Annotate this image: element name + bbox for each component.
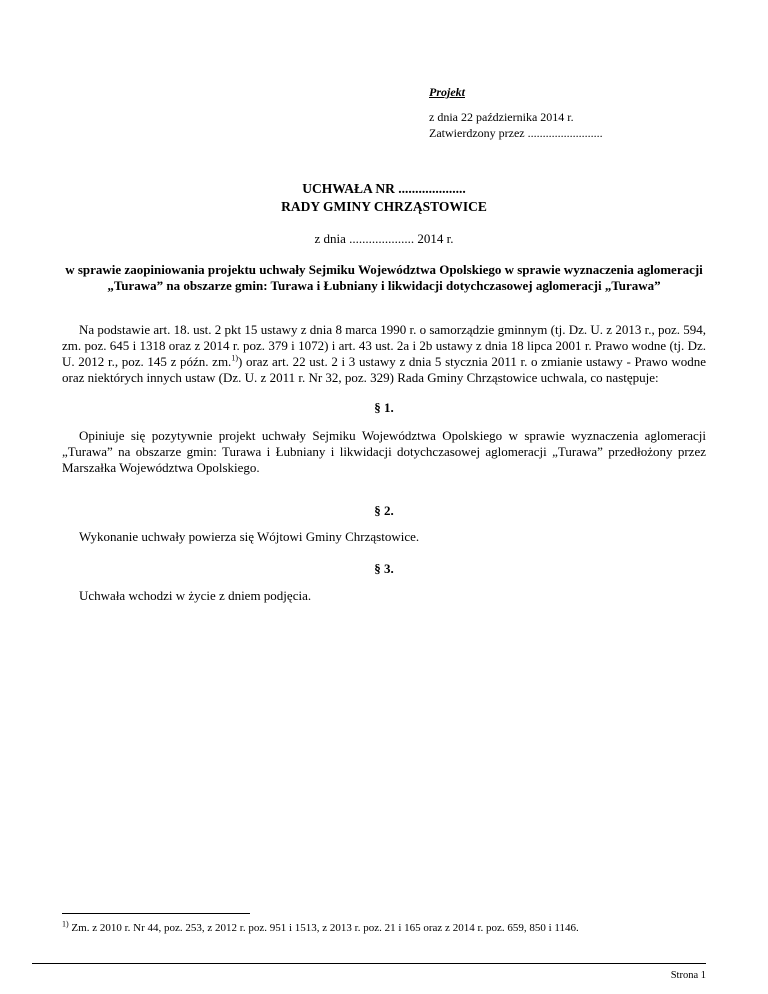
- title-line-1: UCHWAŁA NR ....................: [302, 181, 466, 196]
- page-number: Strona 1: [670, 970, 706, 981]
- preamble-paragraph: [62, 322, 706, 386]
- header-approved: Zatwierdzony przez .........................: [429, 126, 603, 140]
- preamble-text-after: ) oraz art. 22 ust. 2 i 3 ustawy z dnia 5 stycznia 2011 r. o zmianie ustawy - Prawo wodne oraz niektórych innych ustaw (Dz. U. z 2011 r. Nr 32, poz. 329) Rada Gminy Chrząstowice uchwala, co następuje:: [62, 354, 706, 385]
- footnote-separator: [62, 913, 250, 914]
- section-1-heading: § 1.: [374, 400, 394, 415]
- page-footer-rule: [32, 963, 706, 964]
- resolution-date: z dnia .................... 2014 r.: [314, 231, 454, 246]
- section-3-heading: § 3.: [374, 561, 394, 576]
- header-date: z dnia 22 października 2014 r.: [429, 110, 574, 124]
- footnote-marker: 1): [62, 919, 69, 929]
- section-2-text: Wykonanie uchwały powierza się Wójtowi Gminy Chrząstowice.: [79, 529, 420, 544]
- preamble-text-before: Na podstawie art. 18. ust. 2 pkt 15 ustawy z dnia 8 marca 1990 r. o samorządzie gminnym (tj. Dz. U. z 2013 r., poz. 594, zm. poz. 645 i 1318 oraz z 2014 r. poz. 379 i 1072) i art. 43 ust. 2a i 2b ustawy z dnia 18 lipca 2001 r. Prawo wodne (tj. Dz. U. 2012 r., poz. 145 z późn. zm.: [62, 322, 706, 369]
- section-3-text: Uchwała wchodzi w życie z dniem podjęcia.: [79, 588, 312, 603]
- resolution-title: [0, 180, 768, 216]
- resolution-subject: w sprawie zaopiniowania projektu uchwały Sejmiku Województwa Opolskiego w sprawie wyznaczenia aglomeracji „Turawa” na obszarze gmin: Turawa i Łubniany i likwidacji dotychczasowej aglomeracji „Turawa”: [65, 262, 703, 293]
- projekt-label: Projekt: [429, 85, 465, 99]
- section-1-text: Opiniuje się pozytywnie projekt uchwały Sejmiku Województwa Opolskiego w sprawie wyznaczenia aglomeracji „Turawa” na obszarze gmin: Turawa i Łubniany i likwidacji dotychczasowej aglomeracji „Turawa” przedłożony przez Marszałka Województwa Opolskiego.: [62, 428, 706, 475]
- title-line-2: RADY GMINY CHRZĄSTOWICE: [281, 199, 487, 214]
- footnote-text: Zm. z 2010 r. Nr 44, poz. 253, z 2012 r. poz. 951 i 1513, z 2013 r. poz. 21 i 165 oraz z 2014 r. poz. 659, 850 i 1146.: [68, 922, 579, 934]
- section-2-heading: § 2.: [374, 503, 394, 518]
- document-header: [429, 84, 603, 141]
- preamble-footnote-ref: 1): [231, 353, 238, 363]
- footnote: [62, 921, 712, 935]
